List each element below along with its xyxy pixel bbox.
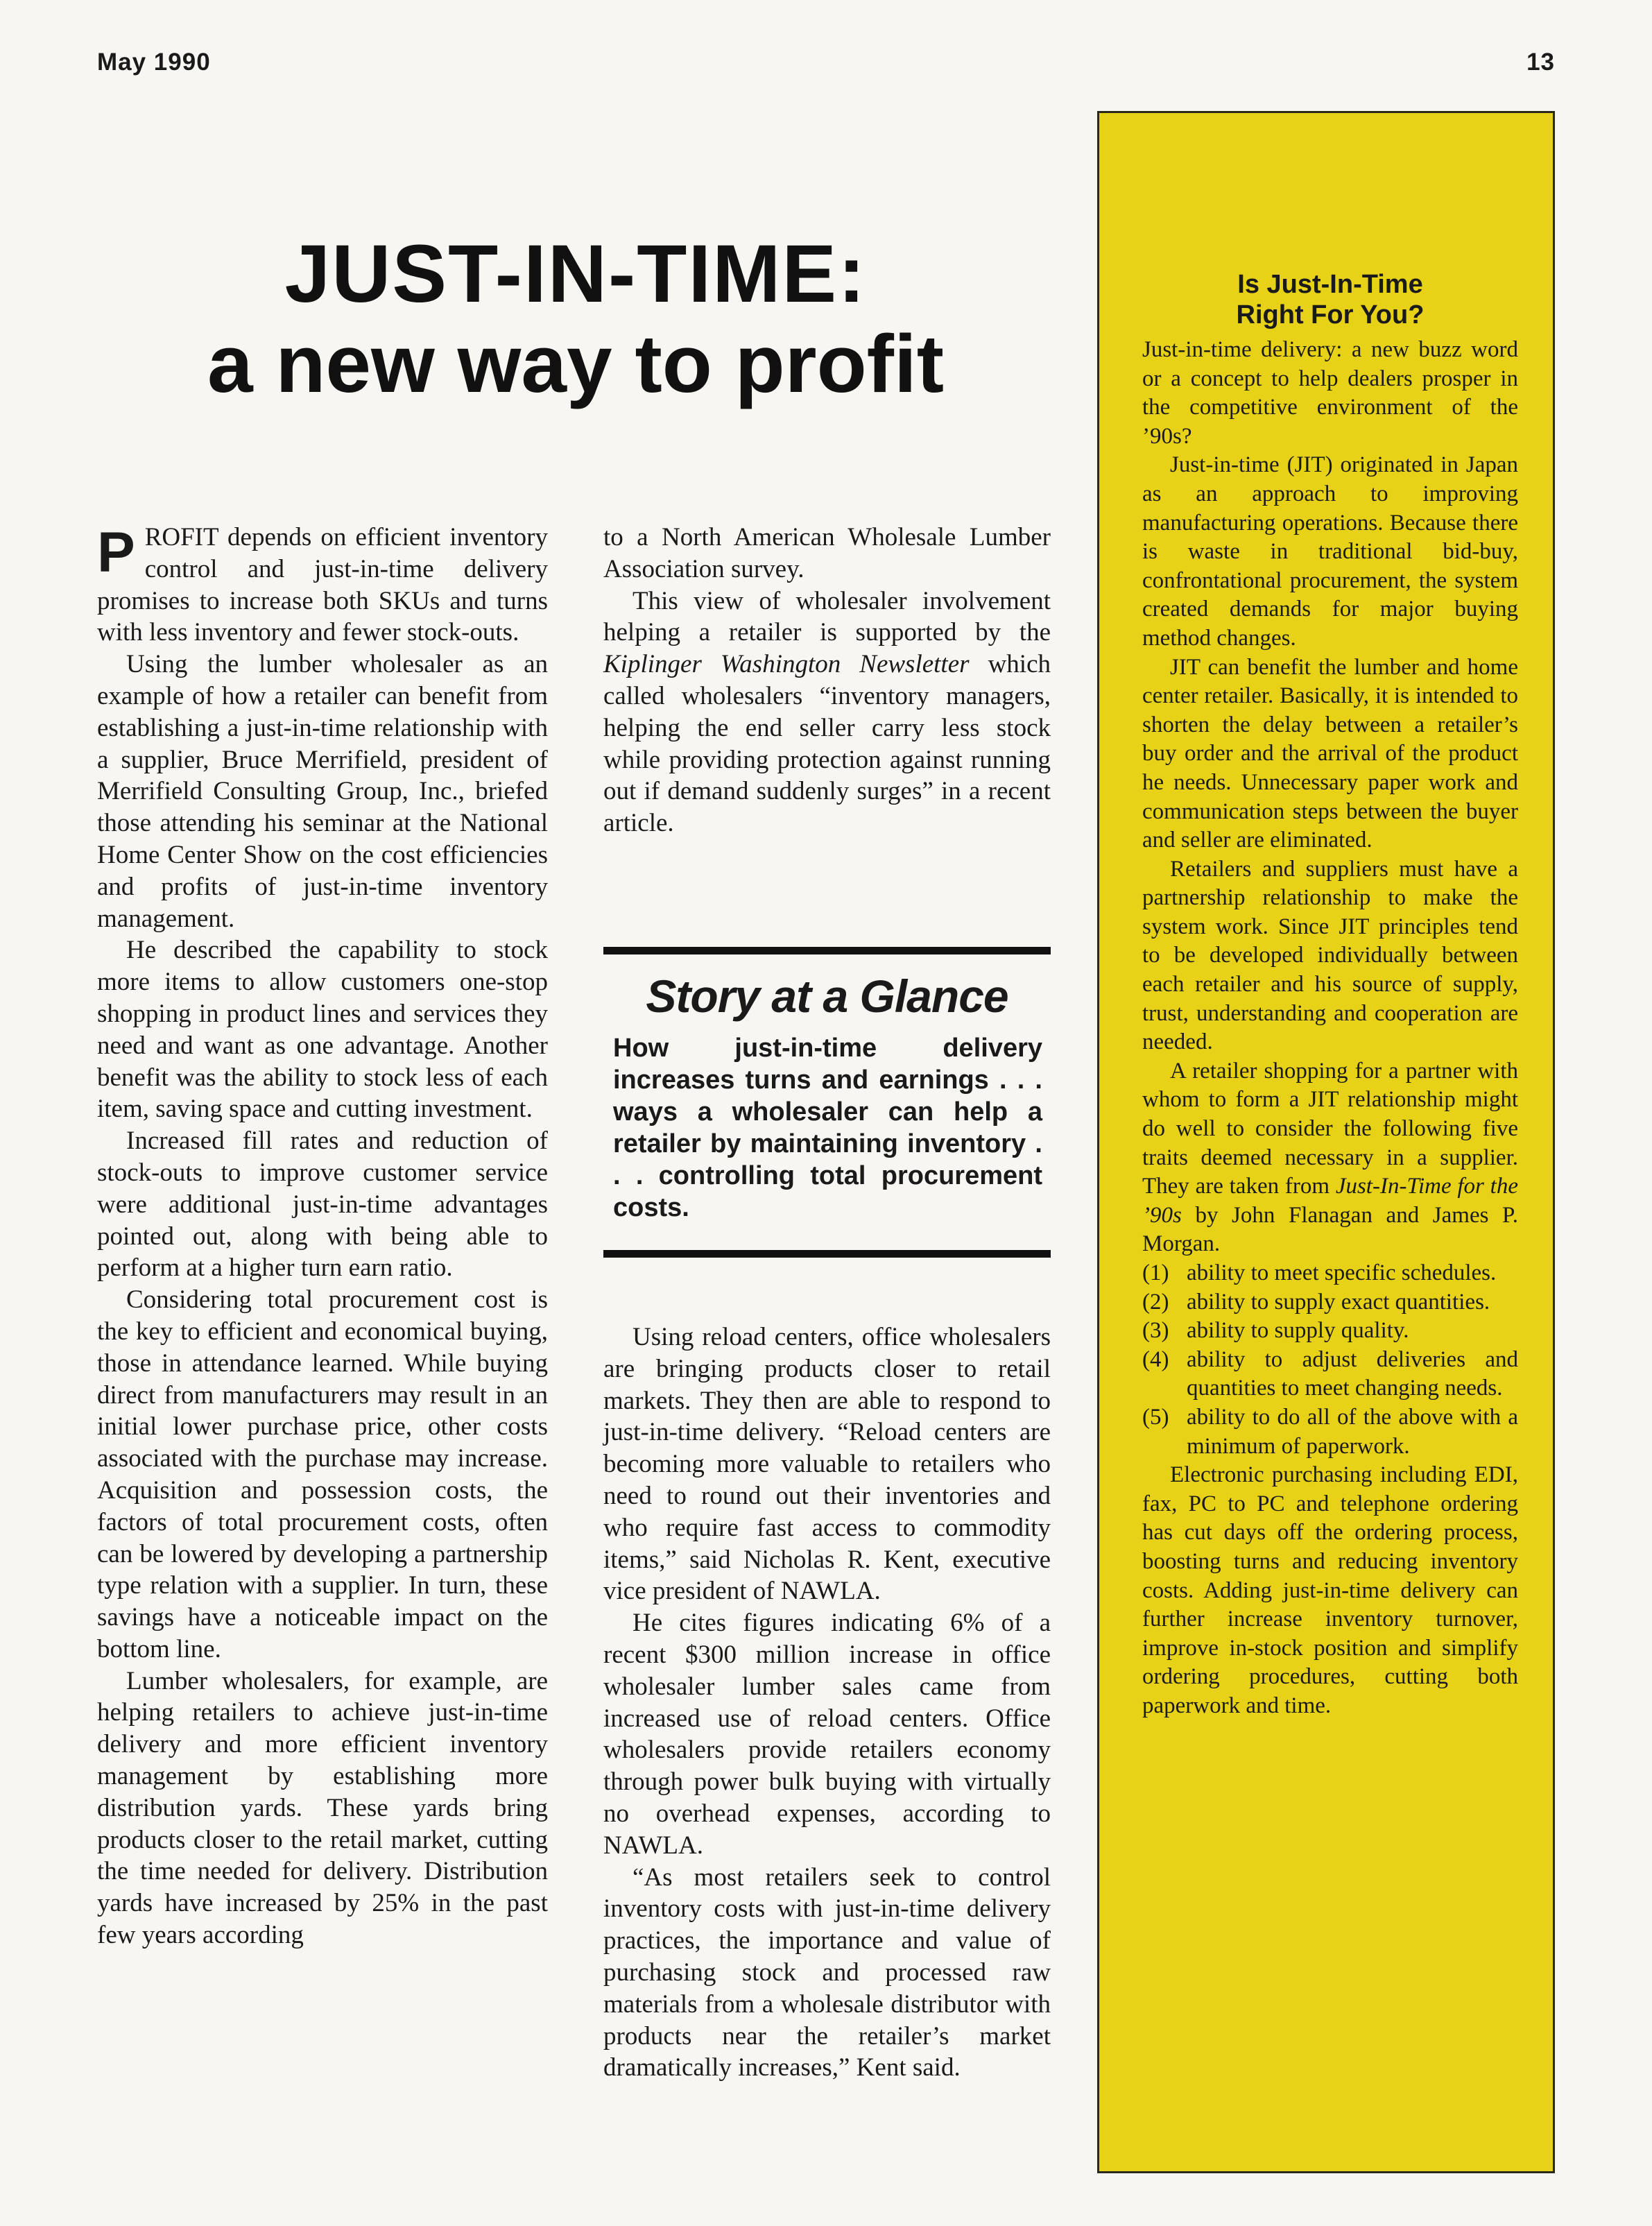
article-column-2-top (603, 522, 1051, 839)
headline-line-1: JUST-IN-TIME: (284, 228, 867, 320)
article-paragraph: “As most retailers seek to control inventory costs with just-in-time delivery practices, the importance and value of purchasing stock and processed raw materials from a wholesale distributor with products near the retailer’s market dramatically increases,” Kent said. (603, 1863, 1051, 2082)
sidebar-paragraph: A retailer shopping for a partner with whom to form a JIT relationship might do well to consider the following five traits deemed necessary in a supplier. They are taken from Just-In-Time for the ’90s by John Flanagan and James P. Morgan. (1142, 1058, 1518, 1257)
article-column-2-bottom (603, 1321, 1051, 2084)
article-paragraph: Lumber wholesalers, for example, are helping retailers to achieve just-in-time delivery and more efficient inventory management by establishing more distribution yards. These yards bring products closer to the retail market, cutting the time needed for delivery. Distribution yards have increased by 25% in the past few years according (97, 1666, 548, 1950)
top-rule (603, 947, 1051, 954)
list-item: (4) ability to adjust deliveries and quantities to meet changing needs. (1142, 1346, 1518, 1401)
drop-cap: P (97, 521, 135, 584)
bottom-rule (603, 1250, 1051, 1258)
article-paragraph: Using the lumber wholesaler as an example of how a retailer can benefit from establishing a just-in-time relationship with a supplier, Bruce Merrifield, president of Merrifield Consulting Group, Inc., briefed those attending his seminar at the National Home Center Show on the cost efficiencies and profits of just-in-time inventory management. (97, 650, 548, 933)
article-paragraph: Using reload centers, office wholesalers are bringing products closer to retail markets. They then are able to respond to just-in-time delivery. “Reload centers are becoming more valuable to retailers who need to round out their inventories and who require fast access to commodity items,” said Nicholas R. Kent, executive vice president of NAWLA. (603, 1323, 1051, 1606)
book-title: Just-In-Time for the ’90s (1142, 1174, 1518, 1228)
story-at-a-glance-box (603, 947, 1051, 1258)
sidebar-body (1142, 336, 1518, 1721)
sidebar-paragraph: Electronic purchasing including EDI, fax, PC to PC and telephone ordering has cut days off the ordering process, boosting turns and reducing inventory costs. Adding just-in-time delivery can further increase inventory turnover, improve in-stock position and simplify ordering procedures, cutting both paperwork and time. (1142, 1462, 1518, 1718)
issue-date: May 1990 (97, 49, 211, 76)
list-item: (1) ability to meet specific schedules. (1142, 1260, 1497, 1285)
article-paragraph: This view of wholesaler involvement helping a retailer is supported by the Kiplinger Washington Newsletter which called wholesalers “inventory managers, helping the end seller carry less stock while providing protection against running out if demand suddenly surges” in a recent article. (603, 586, 1051, 838)
list-item: (3) ability to supply quality. (1142, 1318, 1409, 1344)
headline-line-2: a new way to profit (207, 318, 945, 410)
sidebar-paragraph: Just-in-time delivery: a new buzz word or a concept to help dealers prosper in the competitive environment of the ’90s? (1142, 337, 1518, 449)
sidebar-paragraph: Retailers and suppliers must have a partnership relationship to make the system work. Since JIT principles tend to be developed individually between each retailer and his source of supply, trust, understanding and cooperation are needed. (1142, 856, 1518, 1055)
sidebar-box (1097, 111, 1555, 2173)
article-paragraph: to a North American Wholesale Lumber Association survey. (603, 523, 1051, 583)
list-item: (2) ability to supply exact quantities. (1142, 1289, 1490, 1315)
traits-list (1142, 1259, 1518, 1461)
article-paragraph: He described the capability to stock more items to allow customers one-stop shopping in product lines and services they need and want as one advantage. Another benefit was the ability to stock less of each item, saving space and cutting investment. (97, 936, 548, 1124)
sidebar-paragraph: JIT can benefit the lumber and home center retailer. Basically, it is intended to shorten the delay between a retailer’s buy order and the arrival of the product he needs. Unnecessary paper work and communication steps between the buyer and seller are eliminated. (1142, 654, 1518, 853)
page-number: 13 (1526, 49, 1555, 76)
glance-summary: How just-in-time delivery increases turns and earnings . . . ways a wholesaler can help a retailer by maintaining inventory . . . controlling total procurement costs. (613, 1034, 1042, 1222)
article-paragraph: He cites figures indicating 6% of a recent $300 million increase in office wholesaler lumber sales came from increased use of reload centers. Office wholesalers provide retailers economy through power bulk buying with virtually no overhead expenses, according to NAWLA. (603, 1609, 1051, 1860)
list-item: (5) ability to do all of the above with a minimum of paperwork. (1142, 1404, 1518, 1459)
article-paragraph: Considering total procurement cost is the key to efficient and economical buying, those in attendance learned. While buying direct from manufacturers may result in an initial lower purchase price, other costs associated with the purchase may increase. Acquisition and possession costs, the factors of total procurement costs, often can be lowered by developing a partnership type relation with a supplier. In turn, these savings have a noticeable impact on the bottom line. (97, 1285, 548, 1663)
glance-title: Story at a Glance (646, 970, 1008, 1022)
headline (118, 229, 1033, 409)
publication-name: Kiplinger Washington Newsletter (603, 650, 970, 679)
sidebar-paragraph: Just-in-time (JIT) originated in Japan as an approach to improving manufacturing operations. Because there is waste in traditional bid-buy, confrontational procurement, the system created demands for major buying method changes. (1142, 452, 1518, 651)
article-column-1 (97, 522, 548, 1951)
sidebar-title: Is Just-In-Time Right For You? (1236, 270, 1425, 329)
article-paragraph: PROFIT depends on efficient inventory control and just-in-time delivery promises to increase both SKUs and turns with less inventory and fewer stock-outs. (97, 521, 548, 647)
article-paragraph: Increased fill rates and reduction of stock-outs to improve customer service were additional just-in-time advantages pointed out, along with being able to perform at a higher turn earn ratio. (97, 1127, 548, 1283)
